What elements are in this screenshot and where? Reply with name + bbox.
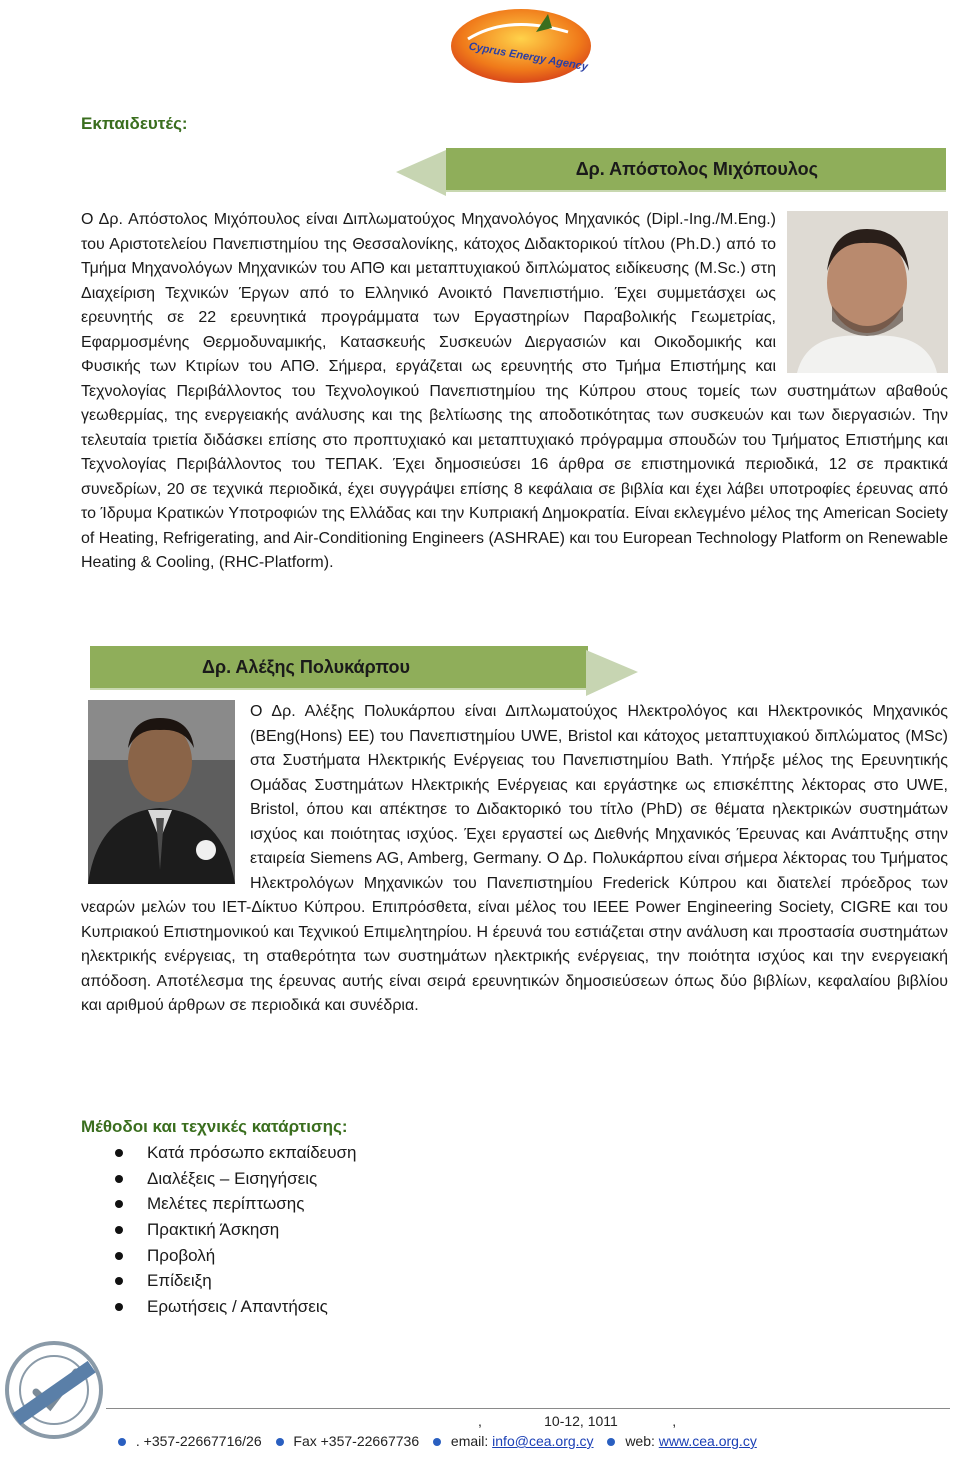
list-item: Πρακτική Άσκηση: [81, 1217, 581, 1243]
list-item: Κατά πρόσωπο εκπαίδευση: [81, 1140, 581, 1166]
footer-email-label: email:: [450, 1433, 489, 1449]
trainer2-bio-text: Ο Δρ. Αλέξης Πολυκάρπου είναι Διπλωματούχος Ηλεκτρολόγος και Ηλεκτρονικός Μηχανικός (BEng(Hons) EE) του Πανεπιστημίου UWE, Bristol και κάτοχος μεταπτυχιακού διπλώματος (MSc) στα Συστήματα Ηλεκτρικής Ενέργειας του Πανεπιστημίου Bath. Υπήρξε μέλος της Ερευνητικής Ομάδας Συστημάτων Ηλεκτρικής Ενέργειας και εργάστηκε ως επισκέπτης λέκτορας στο UWE, Bristol, όπου και απέκτησε το Διδακτορικό του τίτλο (PhD) σε θέματα ηλεκτρικών συστημάτων ισχύος και ποιότητας ισχύος. Έχει εργαστεί ως Διεθνής Μηχανικός Έρευνας και Ανάπτυξης στην εταιρεία Siemens AG, Amberg, Germany. Ο Δρ. Πολυκάρπου είναι σήμερα λέκτορας του Τμήματος Ηλεκτρολόγων Μηχανικών του Πανεπιστημίου Frederick Κύπρου και διατελεί πρόεδρος των νεαρών μελών του IET-Δίκτυο Κύπρου. Επιπρόσθετα, είναι μέλος του IEEE Power Engineering Society, CIGRE και του Κυπριακού Επιστημονικού και Τεχνικού Επιμελητηρίου. Η έρευνά του εστιάζεται στην ανάλυση και προστασία συστημάτων ηλεκτρικής ενέργειας, τη σταθερότητα των συστημάτων ηλεκτρικής ενέργειας, την ποιότητα ισχύος και την ενεργειακή απόδοση. Αποτέλεσμα της έρευνας αυτής είναι σειρά ερευνητικών δημοσιεύσεων όπως δύο βιβλίων, κεφαλαίου βιβλίου και αριθμού άρθρων σε περιοδικά και συνέδρια.: [81, 703, 948, 1014]
stamp-seal-icon: [4, 1340, 104, 1440]
trainer2-name: Δρ. Αλέξης Πολυκάρπου: [202, 657, 411, 677]
footer-email-link[interactable]: info@cea.org.cy: [492, 1433, 594, 1449]
bullet-icon: [115, 1149, 123, 1157]
methods-list: [81, 1140, 581, 1320]
list-item: Προβολή: [81, 1243, 581, 1269]
trainer2-bio: [81, 700, 948, 1019]
footer-fax: Fax +357-22667736: [293, 1433, 420, 1449]
trainer2-banner-ribbon: [586, 650, 640, 696]
bullet-icon: [115, 1200, 123, 1208]
bullet-icon: [607, 1438, 615, 1446]
list-item: Μελέτες περίπτωσης: [81, 1191, 581, 1217]
list-item: Διαλέξεις – Εισηγήσεις: [81, 1166, 581, 1192]
trainer1-name: Δρ. Απόστολος Μιχόπουλος: [575, 159, 818, 179]
footer-web-label: web:: [625, 1433, 655, 1449]
trainer1-name-banner: [446, 148, 946, 190]
bullet-icon: [276, 1438, 284, 1446]
list-item: Επίδειξη: [81, 1268, 581, 1294]
trainer1-photo-float: [776, 208, 948, 376]
bullet-icon: [433, 1438, 441, 1446]
trainer2-photo-float: [81, 700, 250, 896]
section-trainers-heading: Εκπαιδευτές:: [81, 114, 188, 133]
trainer1-bio-text: Ο Δρ. Απόστολος Μιχόπουλος είναι Διπλωματούχος Μηχανολόγος Μηχανικός (Dipl.-Ing./M.Eng.) του Αριστοτελείου Πανεπιστημίου της Θεσσαλονίκης, κάτοχος Διδακτορικού τίτλου (Ph.D.) από το Τμήμα Μηχανολόγων Μηχανικών του ΑΠΘ και μεταπτυχιακού διπλώματος ειδίκευσης (M.Sc.) στη Διαχείριση Τεχνικών Έργων από το Ελληνικό Ανοικτό Πανεπιστήμιο. Έχει συμμετάσχει ως ερευνητής σε 22 ερευνητικά προγράμματα των Εργαστηρίων Παραβολικής Γεωμετρίας, Εφαρμοσμένης Θερμοδυναμικής, Κατασκευής Συσκευών Διεργασιών και Οικοδομικής και Φυσικής των Κτιρίων του ΑΠΘ. Σήμερα, εργάζεται ως ερευνητής στο Τμήμα Επιστήμης και Τεχνολογίας Περιβάλλοντος του Τεχνολογικού Πανεπιστημίου της Κύπρου στους τομείς των συστημάτων αβαθούς γεωθερμίας, της ενεργειακής ανάλυσης και της βελτίωσης της αποδοτικότητας των συσκευών και των διεργασιών. Την τελευταία τριετία διδάσκει επίσης στο προπτυχιακό και μεταπτυχιακό πρόγραμμα σπουδών του Τμήματος Επιστήμης και Τεχνολογίας Περιβάλλοντος του ΤΕΠΑΚ. Έχει δημοσιεύσει 16 άρθρα σε επιστημονικά περιοδικά, 12 σε πρακτικά συνεδρίων, 20 σε τεχνικά περιοδικά, έχει συγγράψει επίσης 8 κεφάλαια σε βιβλία και έχει λάβει υποτροφίες έρευνας από το Ίδρυμα Κρατικών Υποτροφιών της Ελλάδας και την Κυπριακή Δημοκρατία. Είναι εκλεγμένο μέλος της American Society of Heating, Refrigerating, and Air-Conditioning Engineers (ASHRAE) και του European Technology Platform on Renewable Heating & Cooling, (RHC-Platform).: [81, 211, 948, 571]
footer-address: , 10-12, 1011 ,: [478, 1413, 677, 1429]
bullet-icon: [115, 1252, 123, 1260]
trainer1-banner-ribbon: [396, 150, 448, 196]
footer-phone: . +357-22667716/26: [135, 1433, 262, 1449]
logo: [448, 4, 594, 84]
bullet-icon: [115, 1175, 123, 1183]
trainer2-name-banner: [90, 646, 588, 688]
logo-text: Cyprus Energy Agency: [467, 40, 589, 74]
methods-heading: Μέθοδοι και τεχνικές κατάρτισης:: [81, 1117, 348, 1136]
bullet-icon: [115, 1303, 123, 1311]
footer-contacts: [118, 1433, 757, 1449]
footer-divider: [106, 1408, 950, 1409]
bullet-icon: [115, 1277, 123, 1285]
list-item: Ερωτήσεις / Απαντήσεις: [81, 1294, 581, 1320]
bullet-icon: [118, 1438, 126, 1446]
bullet-icon: [115, 1226, 123, 1234]
footer-web-link[interactable]: www.cea.org.cy: [658, 1433, 757, 1449]
trainer1-bio: [81, 208, 948, 576]
good-practice-stamp: [4, 1340, 104, 1440]
